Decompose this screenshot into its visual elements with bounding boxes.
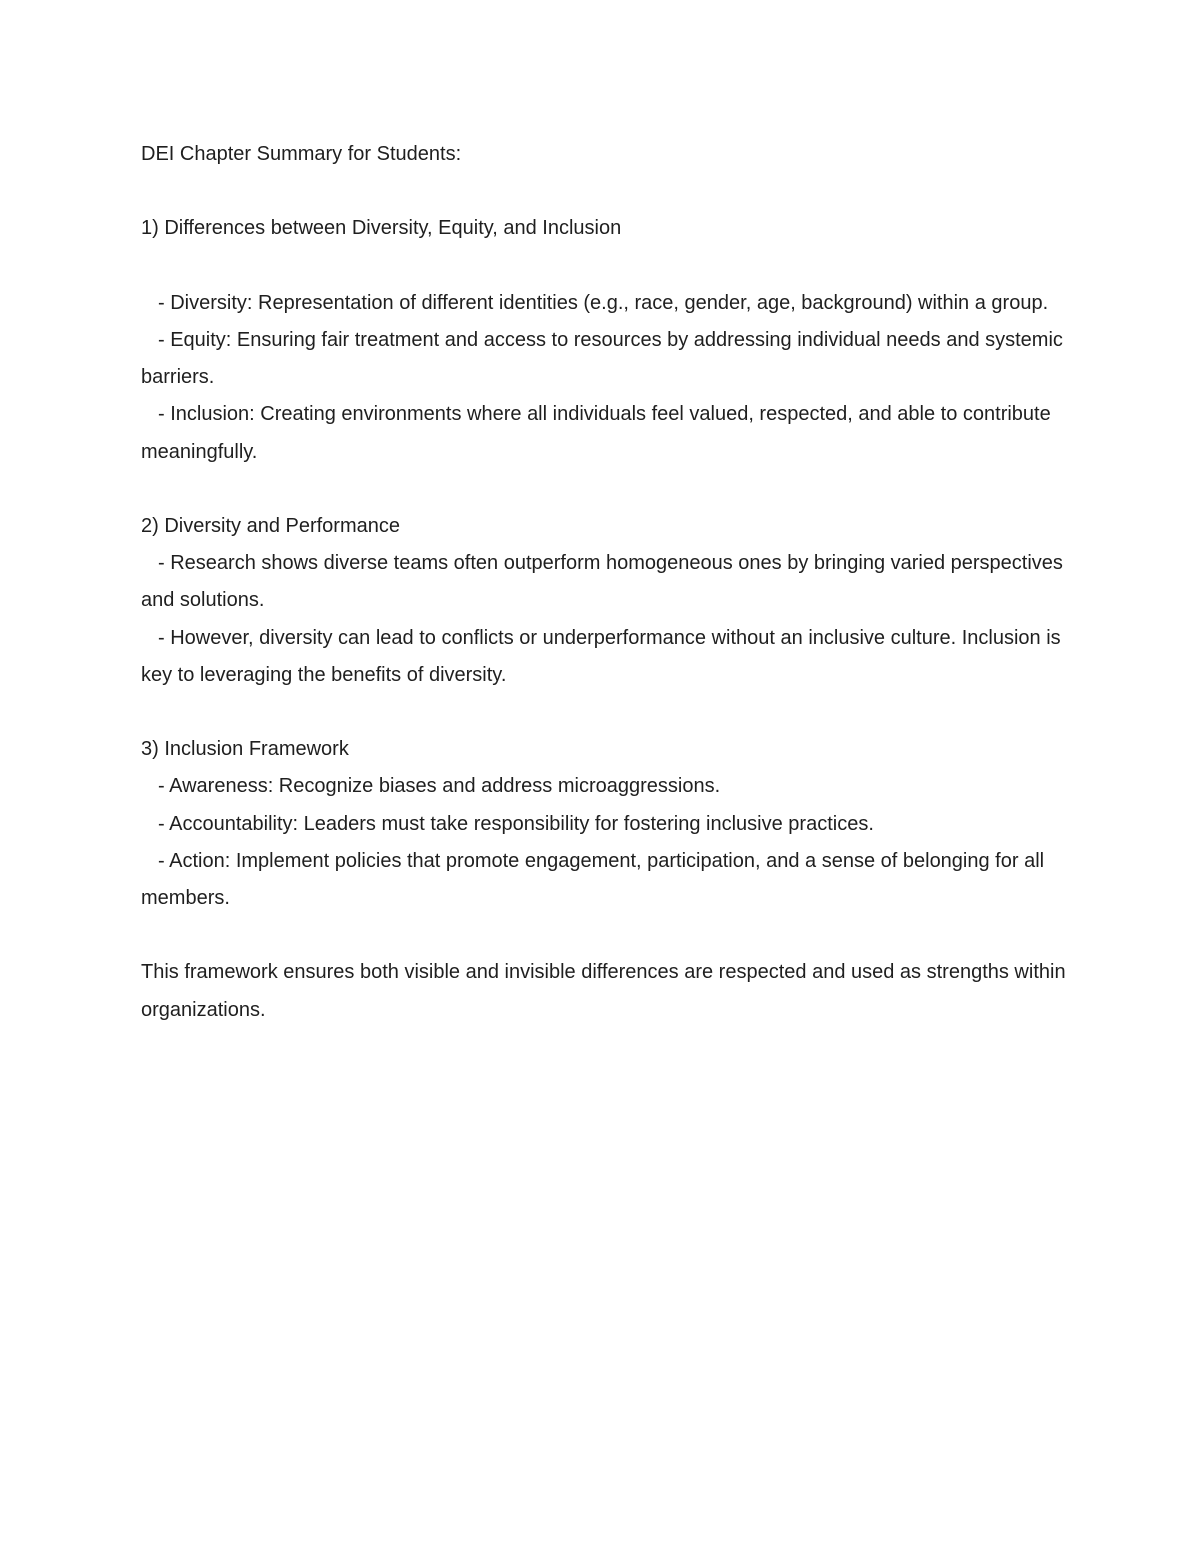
list-item: - Equity: Ensuring fair treatment and access to resources by addressing individual needs and systemic barriers. [141,328,1063,389]
list-item: - Action: Implement policies that promote engagement, participation, and a sense of belonging for all members. [141,849,1045,909]
list-item: - Awareness: Recognize biases and address microaggressions. [158,775,721,798]
spacer [141,917,1066,954]
list-item: - However, diversity can lead to conflicts or underperformance without an inclusive culture. Inclusion is key to leveraging the benefits of diversity. [141,626,1061,686]
list-item: - Research shows diverse teams often outperform homogeneous ones by bringing varied perspectives and solutions. [141,552,1063,612]
section-heading-3: 3) Inclusion Framework [141,738,349,761]
document-body [141,136,1072,1029]
spacer [141,471,1066,508]
list-item: - Diversity: Representation of different identities (e.g., race, gender, age, background) within a group. [158,291,1049,314]
list-item: - Accountability: Leaders must take responsibility for fostering inclusive practices. [158,812,874,835]
spacer [141,173,1066,210]
list-item: - Inclusion: Creating environments where all individuals feel valued, respected, and able to contribute meaningfully. [141,403,1051,463]
closing-paragraph: This framework ensures both visible and invisible differences are respected and used as strengths within organizations. [141,961,1072,1021]
document-title: DEI Chapter Summary for Students: [141,143,462,165]
section-heading-1: 1) Differences between Diversity, Equity, and Inclusion [141,217,622,240]
spacer [141,694,1066,731]
section-heading-2: 2) Diversity and Performance [141,514,400,537]
spacer [141,248,1066,285]
